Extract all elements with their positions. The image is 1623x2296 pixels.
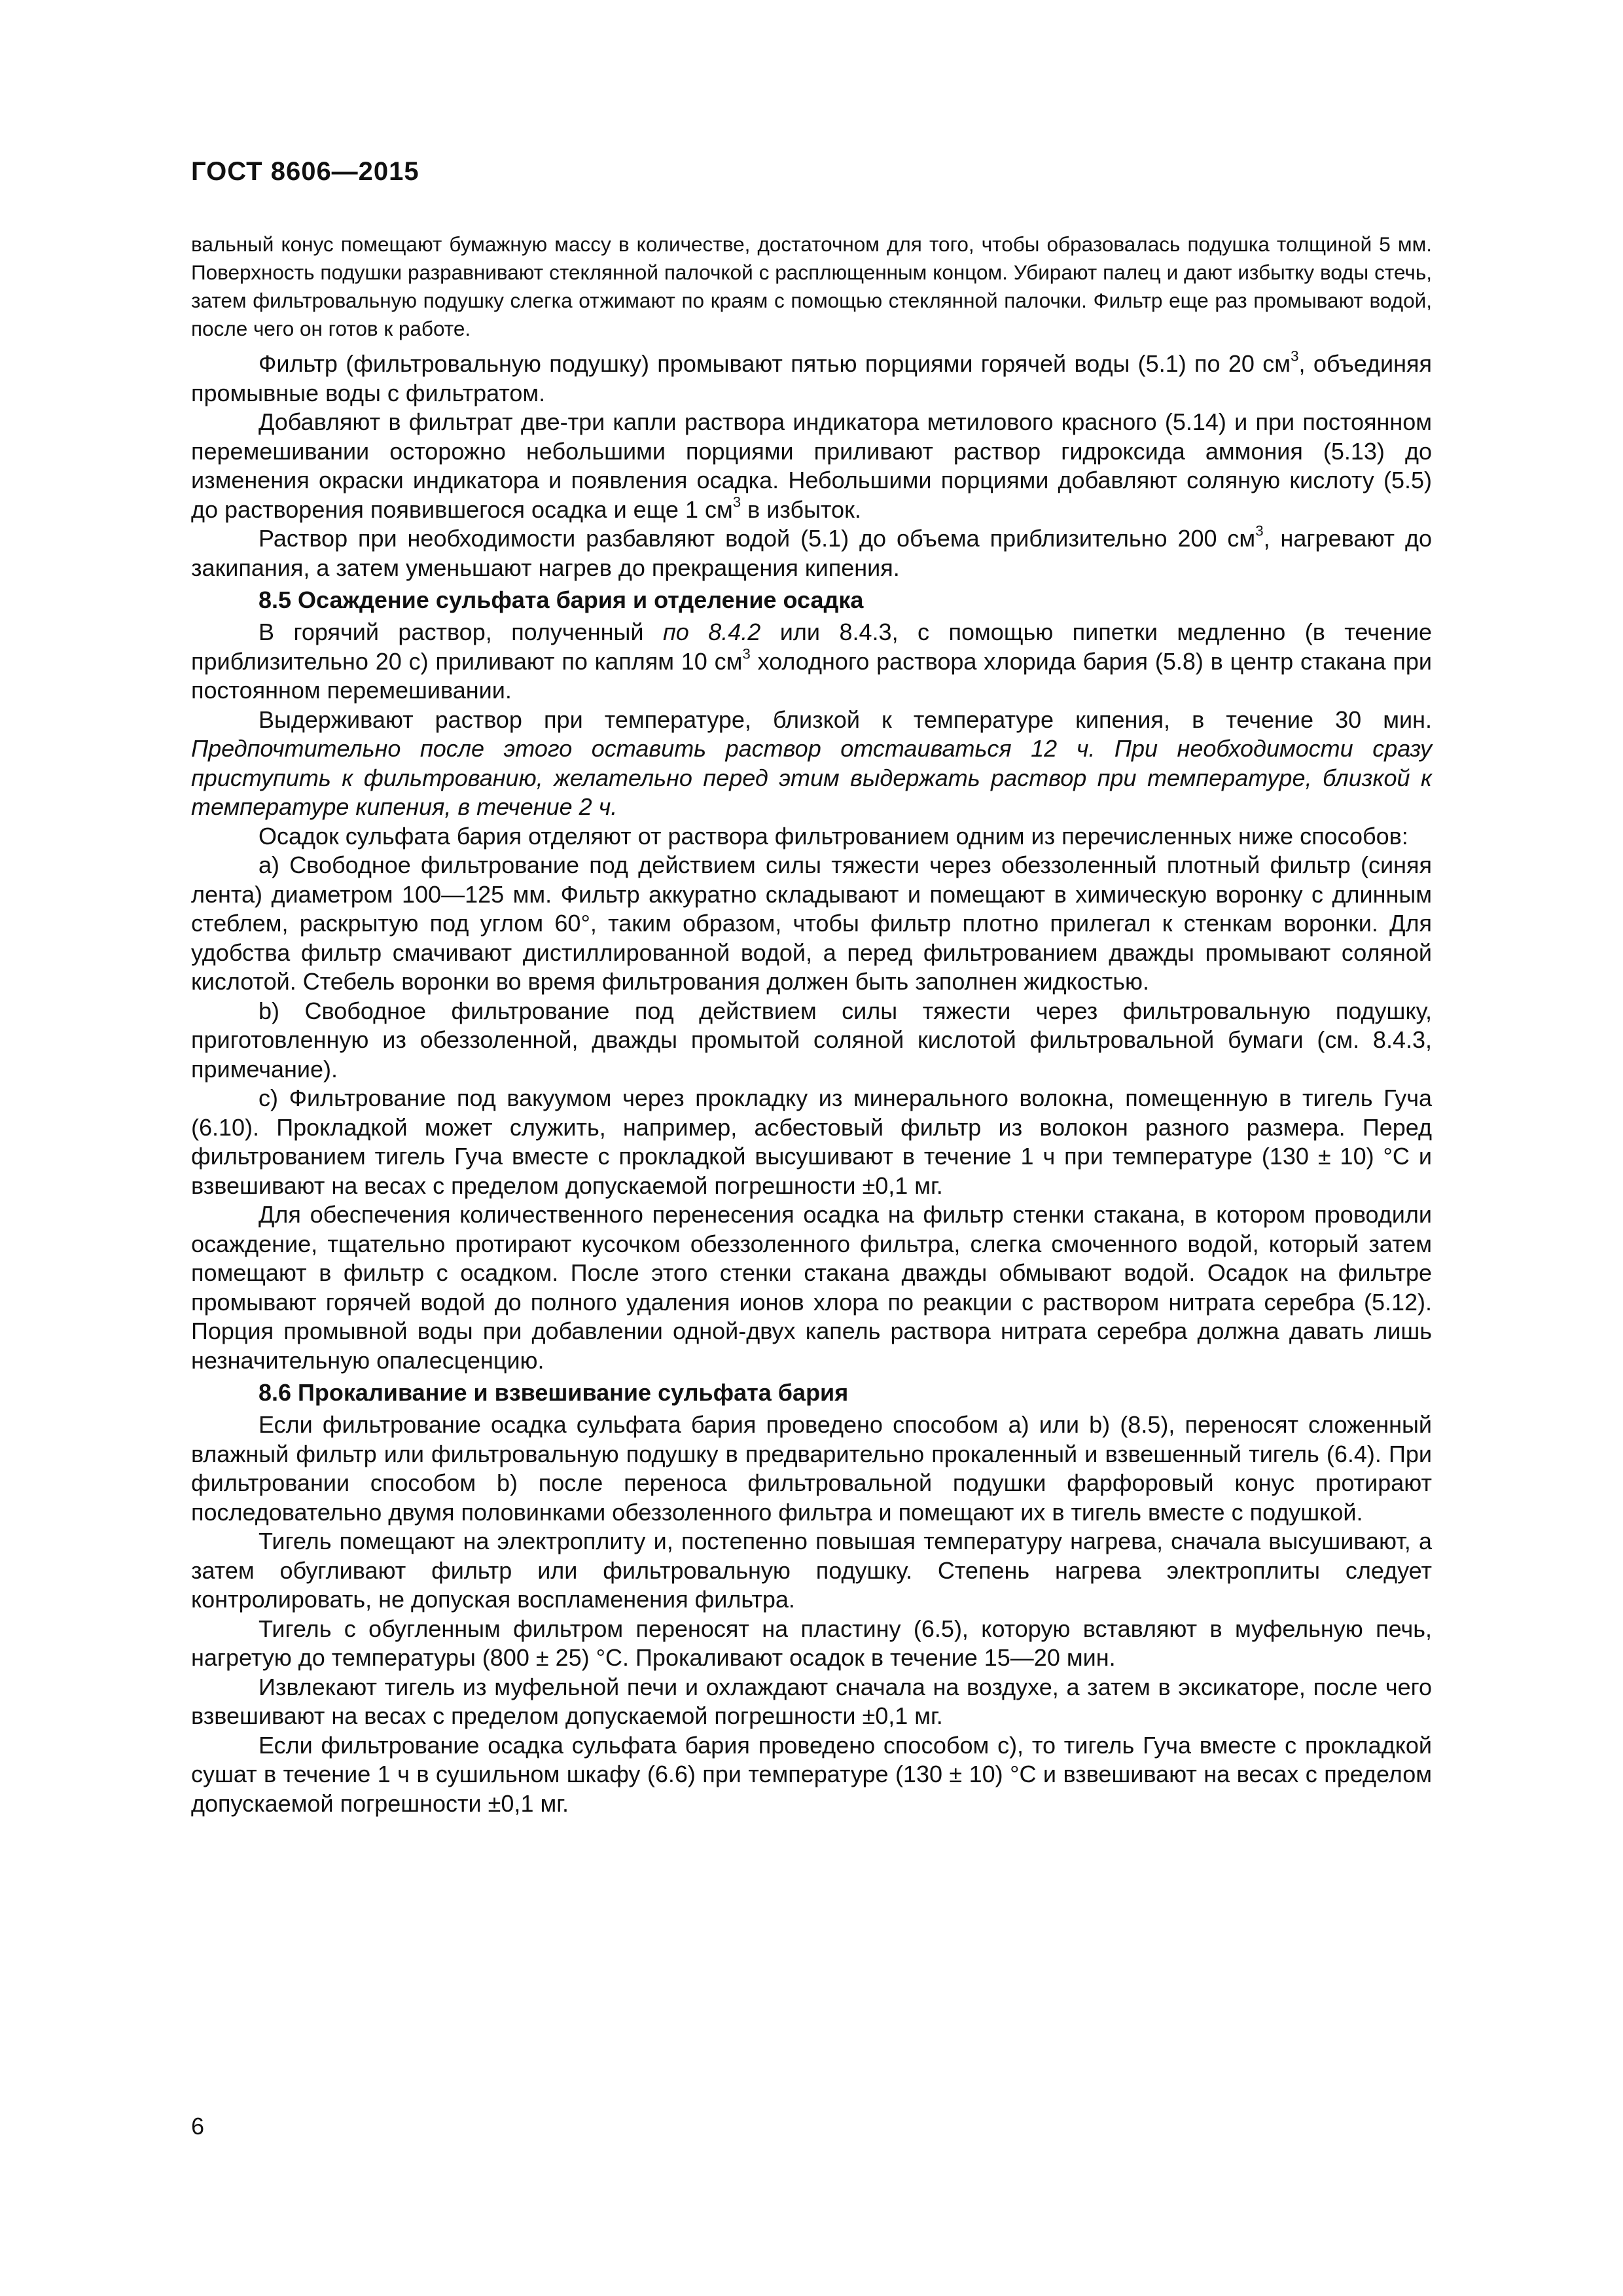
paragraph-ignition-a-b: Если фильтрование осадка сульфата бария проведено способом а) или b) (8.5), переносят сложенный влажный фильтр или фильтровальную подушку в предварительно прокаленный и взвешенный тигель (6.4). При фильтровании способом b) после переноса фильтровальной подушки фарфоровый конус протирают последовательно двумя половинками обеззоленного фильтра и помещают их в тигель вместе с подушкой. (191, 1411, 1432, 1526)
paragraph-separation-methods: Осадок сульфата бария отделяют от раствора фильтрованием одним из перечисленных ниже способов: (259, 822, 1408, 850)
section-heading-8-5: 8.5 Осаждение сульфата бария и отделение осадка (259, 586, 864, 613)
text-span: В горячий раствор, полученный (259, 619, 663, 645)
list-item-method-a: а) Свободное фильтрование под действием силы тяжести через обеззоленный плотный фильтр (синяя лента) диаметром 100—125 мм. Фильтр аккуратно складывают и помещают в химическую воронку с длинным стеблем, раскрытую под углом 60°, таким образом, чтобы фильтр плотно прилегал к стенкам воронки. Для удобства фильтр смачивают дистиллированной водой, а перед фильтрованием дважды промывают соляной кислотой. Стебель воронки во время фильтрования должен быть заполнен жидкостью. (191, 852, 1432, 995)
italic-text: Предпочтительно после этого оставить раствор отстаиваться 12 ч. При необходимости сразу приступить к фильтрованию, желательно перед этим выдержать раствор при температуре, близкой к температуре кипения, в течение 2 ч. (191, 735, 1432, 820)
text-span: Выдерживают раствор при температуре, близкой к температуре кипения, в течение 30 мин. (259, 706, 1432, 733)
superscript: 3 (1255, 522, 1264, 539)
paragraph-muffle: Тигель с обугленным фильтром переносят на пластину (6.5), которую вставляют в муфельную печь, нагретую до температуры (800 ± 25) °С. Прокаливают осадок в течение 15—20 мин. (191, 1615, 1432, 1671)
text-span: Добавляют в фильтрат две-три капли раствора индикатора метилового красного (5.14) и при постоянном перемешивании осторожно небольшими порциями приливают раствор гидроксида аммония (5.13) до изменения окраски индикатора и появления осадка. Небольшими порциями добавляют соляную кислоту (5.5) до растворения появившегося осадка и еще 1 см (191, 408, 1432, 523)
paragraph-indicator (191, 408, 1432, 524)
text-span: или 8.4.3, с помощью пипетки медленно (в течение приблизительно 20 с) приливают по каплям 10 см (191, 619, 1432, 675)
superscript: 3 (742, 645, 751, 662)
body-text (191, 350, 1432, 1818)
list-item-method-c: с) Фильтрование под вакуумом через прокладку из минерального волокна, помещенную в тигель Гуча (6.10). Прокладкой может служить, например, асбестовый фильтр из волокон разного размера. Перед фильтрованием тигель Гуча вместе с прокладкой высушивают в течение 1 ч при температуре (130 ± 10) °С и взвешивают на весах с пределом допускаемой погрешности ±0,1 мг. (191, 1085, 1432, 1199)
text-span: Раствор при необходимости разбавляют водой (5.1) до объема приблизительно 200 см (259, 525, 1256, 552)
superscript: 3 (732, 493, 741, 510)
paragraph-filter-rinse (191, 350, 1432, 408)
paragraph-holding (191, 706, 1432, 822)
section-heading-8-6: 8.6 Прокаливание и взвешивание сульфата бария (259, 1379, 849, 1406)
list-item-method-b: b) Свободное фильтрование под действием силы тяжести через фильтровальную подушку, приготовленную из обеззоленной, дважды промытой соляной кислотой фильтровальной бумаги (см. 8.4.3, примечание). (191, 997, 1432, 1083)
page-content (191, 230, 1432, 1818)
page-number: 6 (191, 2113, 205, 2140)
intro-paragraph: вальный конус помещают бумажную массу в количестве, достаточном для того, чтобы образовалась подушка толщиной 5 мм. Поверхность подушки разравнивают стеклянной палочкой с расплющенным концом. Убирают палец и дают избытку воды стечь, затем фильтровальную подушку слегка отжимают по краям с помощью стеклянной палочки. Фильтр еще раз промывают водой, после чего он готов к работе. (191, 232, 1432, 340)
text-span: в избыток. (741, 495, 861, 523)
text-span: Фильтр (фильтровальную подушку) промывают пятью порциями горячей воды (5.1) по 20 см (259, 350, 1291, 377)
paragraph-precipitation (191, 618, 1432, 706)
superscript: 3 (1291, 348, 1299, 365)
text-span: холодного раствора хлорида бария (5.8) в центр стакана при постоянном перемешивании. (191, 647, 1432, 704)
page-header-title: ГОСТ 8606—2015 (191, 157, 419, 186)
text-span: , объединяя промывные воды с фильтратом. (191, 350, 1432, 406)
paragraph-charring: Тигель помещают на электроплиту и, постепенно повышая температуру нагрева, сначала высушивают, а затем обугливают фильтр или фильтровальную подушку. Степень нагрева электроплиты следует контролировать, не допуская воспламенения фильтра. (191, 1528, 1432, 1613)
text-span: , нагревают до закипания, а затем уменьшают нагрев до прекращения кипения. (191, 525, 1432, 581)
paragraph-cooling: Извлекают тигель из муфельной печи и охлаждают сначала на воздухе, а затем в эксикаторе, после чего взвешивают на весах с пределом допускаемой погрешности ±0,1 мг. (191, 1673, 1432, 1729)
paragraph-gooch: Если фильтрование осадка сульфата бария проведено способом с), то тигель Гуча вместе с прокладкой сушат в течение 1 ч в сушильном шкафу (6.6) при температуре (130 ± 10) °С и взвешивают на весах с пределом допускаемой погрешности ±0,1 мг. (191, 1731, 1432, 1817)
italic-text: по 8.4.2 (662, 619, 761, 645)
paragraph-transfer: Для обеспечения количественного перенесения осадка на фильтр стенки стакана, в котором проводили осаждение, тщательно протирают кусочком обеззоленного фильтра, слегка смоченного водой, который затем помещают в фильтр с осадком. После этого стенки стакана дважды обмывают водой. Осадок на фильтре промывают горячей водой до полного удаления ионов хлора по реакции с раствором нитрата серебра (5.12). Порция промывной воды при добавлении одной-двух капель раствора нитрата серебра должна давать лишь незначительную опалесценцию. (191, 1201, 1432, 1374)
paragraph-dilute (191, 524, 1432, 583)
